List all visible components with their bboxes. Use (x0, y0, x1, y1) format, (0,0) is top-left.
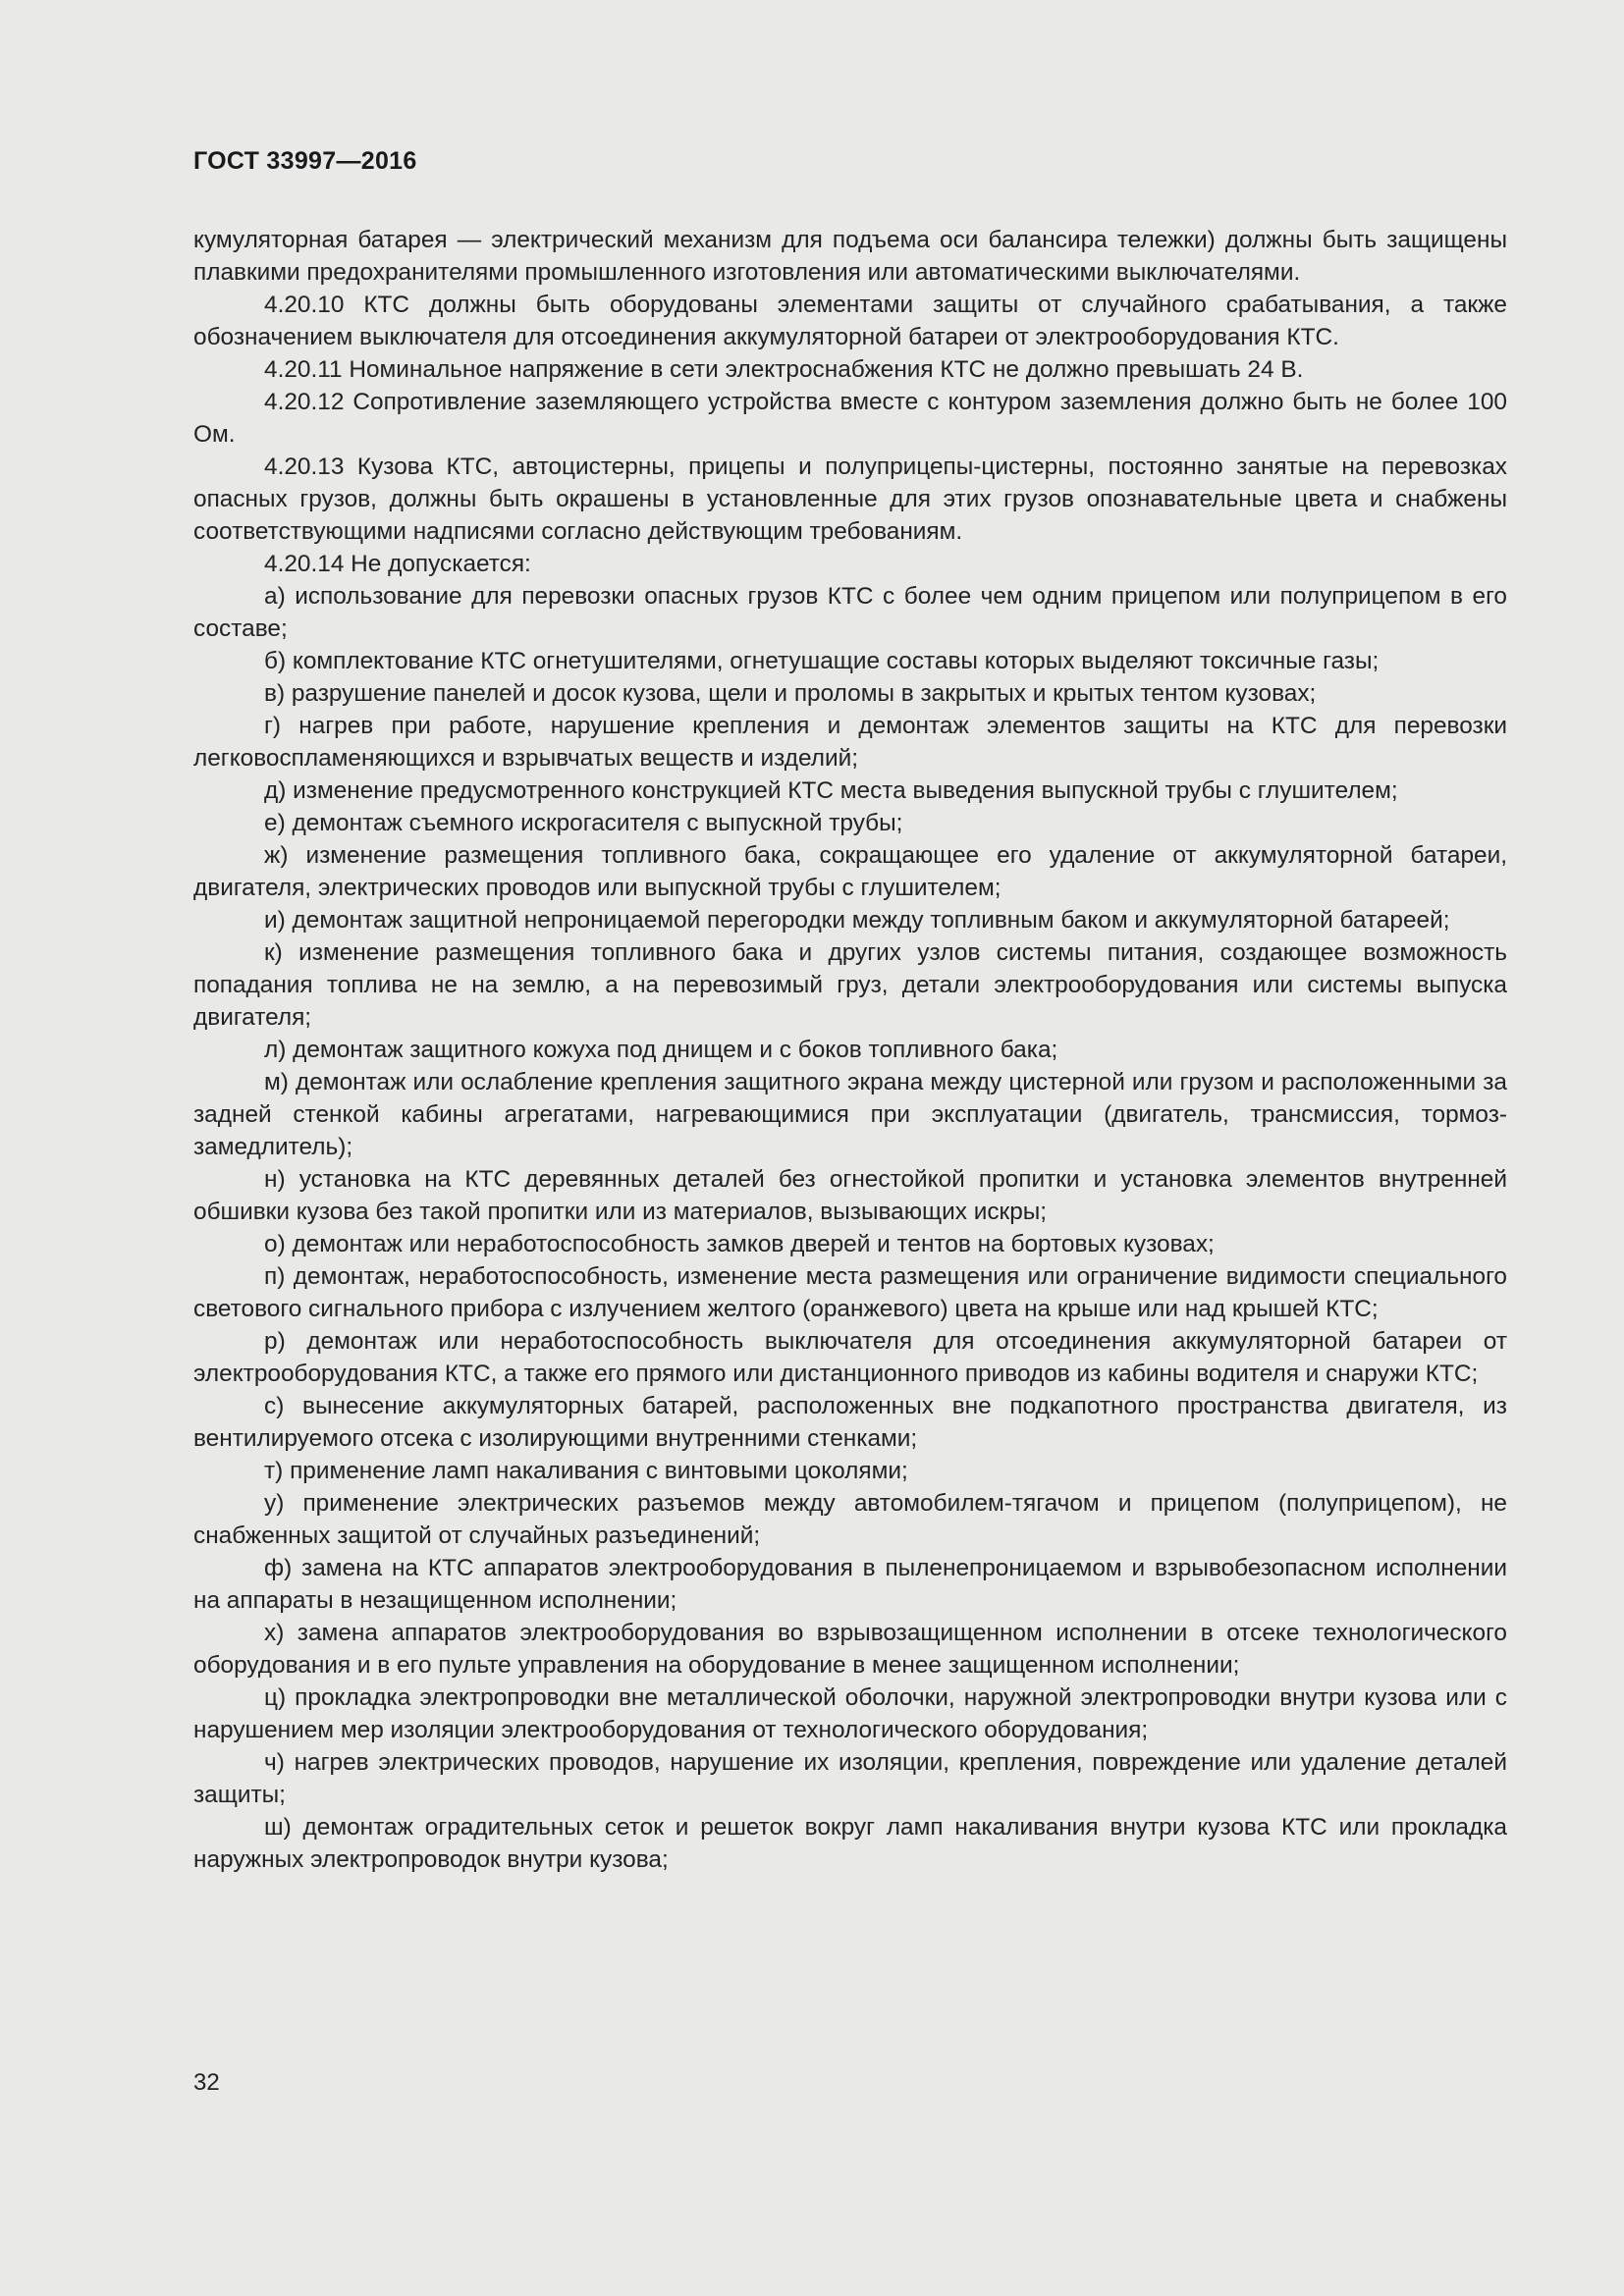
list-item: у) применение электрических разъемов между автомобилем-тягачом и прицепом (полуприцепом), не снабженных защитой от случайных разъединений; (193, 1490, 1507, 1549)
list-item: р) демонтаж или неработоспособность выключателя для отсоединения аккумуляторной батареи от электрооборудования КТС, а также его прямого или дистанционного приводов из кабины водителя и снаружи КТС; (193, 1328, 1507, 1387)
list-item: г) нагрев при работе, нарушение крепления и демонтаж элементов защиты на КТС для перевозки легковоспламеняющихся и взрывчатых веществ и изделий; (193, 713, 1507, 772)
paragraph: 4.20.14 Не допускается: (264, 551, 531, 577)
list-item: т) применение ламп накаливания с винтовыми цоколями; (264, 1458, 908, 1484)
list-item: е) демонтаж съемного искрогасителя с выпускной трубы; (264, 810, 903, 836)
paragraph: 4.20.13 Кузова КТС, автоцистерны, прицепы и полуприцепы-цистерны, постоянно занятые на перевозках опасных грузов, должны быть окрашены в установленные для этих грузов опознавательные цвета и снабжены соответствующими надписями согласно действующим требованиям. (193, 454, 1507, 545)
list-item: х) замена аппаратов электрооборудования во взрывозащищенном исполнении в отсеке технологического оборудования и в его пульте управления на оборудование в менее защищенном исполнении; (193, 1620, 1507, 1679)
document-header: ГОСТ 33997—2016 (193, 147, 417, 175)
document-body (193, 224, 1507, 1876)
list-item: в) разрушение панелей и досок кузова, щели и проломы в закрытых и крытых тентом кузовах; (264, 680, 1317, 707)
list-item: п) демонтаж, неработоспособность, изменение места размещения или ограничение видимости специального светового сигнального прибора с излучением желтого (оранжевого) цвета на крыше или над крышей КТС; (193, 1263, 1507, 1322)
paragraph: 4.20.11 Номинальное напряжение в сети электроснабжения КТС не должно превышать 24 В. (264, 356, 1304, 383)
paragraph: кумуляторная батарея — электрический механизм для подъема оси балансира тележки) должны быть защищены плавкими предохранителями промышленного изготовления или автоматическими выключателями. (193, 227, 1507, 286)
list-item: л) демонтаж защитного кожуха под днищем и с боков топливного бака; (264, 1037, 1058, 1063)
list-item: к) изменение размещения топливного бака и других узлов системы питания, создающее возможность попадания топлива не на землю, а на перевозимый груз, детали электрооборудования или системы выпуска двигателя; (193, 939, 1507, 1031)
list-item: с) вынесение аккумуляторных батарей, расположенных вне подкапотного пространства двигателя, из вентилируемого отсека с изолирующими внутренними стенками; (193, 1393, 1507, 1452)
list-item: ш) демонтаж оградительных сеток и решеток вокруг ламп накаливания внутри кузова КТС или прокладка наружных электропроводок внутри кузова; (193, 1814, 1507, 1873)
list-item: ц) прокладка электропроводки вне металлической оболочки, наружной электропроводки внутри кузова или с нарушением мер изоляции электрооборудования от технологического оборудования; (193, 1684, 1507, 1743)
list-item: м) демонтаж или ослабление крепления защитного экрана между цистерной или грузом и расположенными за задней стенкой кабины агрегатами, нагревающимися при эксплуатации (двигатель, трансмиссия, тормоз-замедлитель); (193, 1069, 1507, 1160)
list-item: о) демонтаж или неработоспособность замков дверей и тентов на бортовых кузовах; (264, 1231, 1215, 1257)
list-item: ж) изменение размещения топливного бака, сокращающее его удаление от аккумуляторной батареи, двигателя, электрических проводов или выпускной трубы с глушителем; (193, 842, 1507, 901)
list-item: д) изменение предусмотренного конструкцией КТС места выведения выпускной трубы с глушителем; (264, 777, 1398, 804)
list-item: а) использование для перевозки опасных грузов КТС с более чем одним прицепом или полуприцепом в его составе; (193, 583, 1507, 642)
list-item: ф) замена на КТС аппаратов электрооборудования в пыленепроницаемом и взрывобезопасном исполнении на аппараты в незащищенном исполнении; (193, 1555, 1507, 1614)
list-item: ч) нагрев электрических проводов, нарушение их изоляции, крепления, повреждение или удаление деталей защиты; (193, 1749, 1507, 1808)
list-item: н) установка на КТС деревянных деталей без огнестойкой пропитки и установка элементов внутренней обшивки кузова без такой пропитки или из материалов, вызывающих искры; (193, 1166, 1507, 1225)
paragraph: 4.20.10 КТС должны быть оборудованы элементами защиты от случайного срабатывания, а также обозначением выключателя для отсоединения аккумуляторной батареи от электрооборудования КТС. (193, 292, 1507, 350)
list-item: б) комплектование КТС огнетушителями, огнетушащие составы которых выделяют токсичные газы; (264, 648, 1380, 674)
list-item: и) демонтаж защитной непроницаемой перегородки между топливным баком и аккумуляторной батареей; (264, 907, 1450, 934)
page-number: 32 (193, 2069, 220, 2096)
paragraph: 4.20.12 Сопротивление заземляющего устройства вместе с контуром заземления должно быть не более 100 Ом. (193, 389, 1507, 448)
